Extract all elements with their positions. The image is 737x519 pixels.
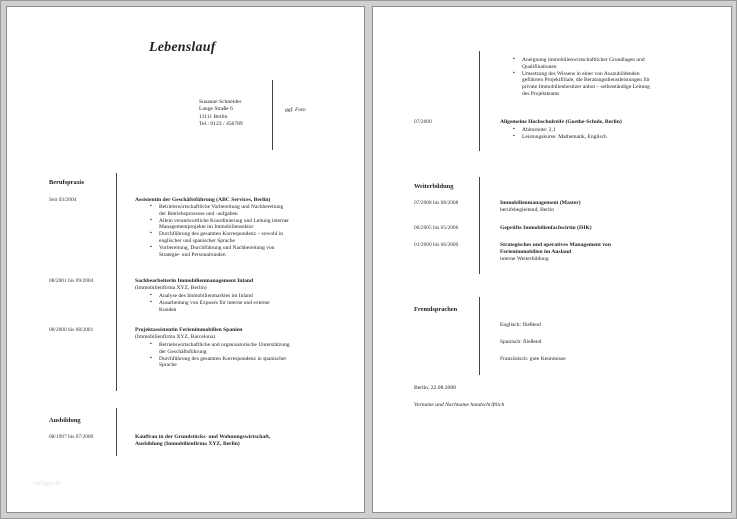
watermark: vorlagen.de — [33, 481, 62, 487]
list-item: private Immobilienbesitzer anbot – selbstständige Leitung — [522, 84, 650, 91]
job-title: Projektassistentin Ferienimmobilien Spanien — [135, 327, 243, 333]
section-heading-training: Weiterbildung — [414, 183, 454, 190]
language-item: Spanisch: fließend — [500, 339, 542, 345]
training-bullets — [512, 57, 650, 98]
experience-divider — [116, 173, 117, 391]
list-item: Strategie- und Personalrunden — [159, 251, 226, 258]
job-bullets — [149, 342, 290, 369]
list-item: ▪ Allein verantwortliche Koordinierung und Leitung interner — [159, 218, 289, 225]
list-item: ▪ Betriebswirtschaftliche Vorbereitung und Nachbereitung — [159, 204, 289, 211]
education-detail: Ausbildung (Immobilienfirma XYZ, Berlin) — [135, 441, 240, 447]
training-divider — [479, 177, 480, 274]
section-heading-education: Ausbildung — [49, 417, 81, 424]
list-item: der Geschäftsführung — [159, 348, 207, 355]
list-item: ▪ Durchführung des gesamten Korrespondenz – sowohl in — [159, 231, 289, 238]
contact-city: 11111 Berlin — [199, 113, 228, 120]
signature-line: Vorname und Nachname handschriftlich — [414, 402, 505, 408]
list-item: des Projektteams — [522, 90, 560, 97]
school-title: Allgemeine Hochschulreife (Goethe-Schule, Berlin) — [500, 119, 622, 125]
school-date: 07/2000 — [414, 119, 432, 125]
education-divider — [116, 408, 117, 456]
training-detail: interne Weiterbildung — [500, 256, 549, 262]
list-item: ▪ Durchführung des gesamten Korrespondenz in spanischer — [159, 356, 290, 363]
place-date: Berlin, 22.08.2008 — [414, 385, 456, 391]
job-employer: (Immobilienfirma XYZ, Berlin) — [135, 285, 207, 291]
job-date: Seit 03/2004 — [49, 197, 77, 203]
language-item: Französisch: gute Kenntnisse — [500, 356, 566, 362]
list-item: englischer und spanischer Sprache — [159, 237, 235, 244]
list-item: ▪ Aneignung immobilienwirtschaftlicher Grundlagen und — [522, 57, 650, 64]
contact-name: Susanne Schneider — [199, 99, 242, 105]
list-item: Managementprojekte im Immobiliensektor — [159, 224, 254, 231]
photo-placeholder: ggf. Foto — [285, 107, 306, 113]
list-item: ▪ Analyse des Immobilienmarktes im Inland — [159, 293, 270, 300]
job-employer: (Immobilienfirma XYZ, Barcelona) — [135, 334, 216, 340]
training-detail: berufsbegleitend, Berlin — [500, 207, 555, 213]
training-date: 07/2008 bis 08/2008 — [414, 200, 459, 206]
job-title: Sachbearbeiterin Immobilienmanagement Inland — [135, 278, 254, 284]
training-title-cont: Ferienimmobilien im Ausland — [500, 249, 572, 255]
section-heading-experience: Berufspraxis — [49, 179, 85, 186]
list-item: ▪ Betriebswirtschaftliche und organisatorische Unterstützung — [159, 342, 290, 349]
job-bullets — [149, 293, 270, 313]
contact-street: Lange Straße 6 — [199, 106, 233, 113]
job-bullets — [149, 204, 289, 258]
training-date: 01/2000 bis 06/2000 — [414, 242, 459, 248]
job-title: Assistentin der Geschäftsführung (ABC Services, Berlin) — [135, 197, 271, 203]
contact-block — [199, 99, 243, 128]
education-date: 08/1997 bis 07/2000 — [49, 434, 94, 440]
continuation-divider — [479, 51, 480, 151]
list-item: ▪ Umsetzung des Wissens in einer von Auszubildenden — [522, 71, 650, 78]
education-title: Kauffrau in der Grundstücks- und Wohnungswirtschaft, — [135, 434, 271, 440]
training-date: 06/2005 bis 05/2006 — [414, 225, 459, 231]
cv-title: Lebenslauf — [149, 40, 216, 55]
languages-divider — [479, 297, 480, 375]
school-bullets — [512, 127, 607, 141]
contact-phone: Tel.: 0123 / 456789 — [199, 120, 243, 127]
list-item: ▪ Abiturnote: 2,1 — [522, 127, 607, 134]
list-item: Qualifikationen — [522, 63, 557, 70]
job-date: 08/2000 bis 08/2001 — [49, 327, 94, 333]
list-item: der Betriebsprozesse und -aufgaben — [159, 210, 238, 217]
training-title: Geprüfte Immobilienfachwirtin (IHK) — [500, 225, 592, 231]
job-date: 08/2001 bis 09/2004 — [49, 278, 94, 284]
training-title: Immobilienmanagement (Master) — [500, 200, 581, 206]
list-item: ▪ Leistungskurse: Mathematik, Englisch — [522, 134, 607, 141]
list-item: ▪ Ausarbeitung von Exposés für interne und externe — [159, 300, 270, 307]
section-heading-languages: Fremdsprachen — [414, 306, 458, 313]
language-item: Englisch: fließend — [500, 322, 541, 328]
list-item: Kunden — [159, 306, 177, 313]
list-item: ▪ Vorbereitung, Durchführung und Nachbereitung von — [159, 245, 289, 252]
page-1 — [6, 6, 365, 513]
list-item: geführten Projektfiliale, die Beratungsdienstleistungen für — [522, 77, 650, 84]
training-title: Strategisches und operatives Management von — [500, 242, 611, 248]
header-divider — [272, 80, 273, 150]
list-item: Sprache — [159, 362, 177, 369]
page-2 — [372, 6, 732, 513]
